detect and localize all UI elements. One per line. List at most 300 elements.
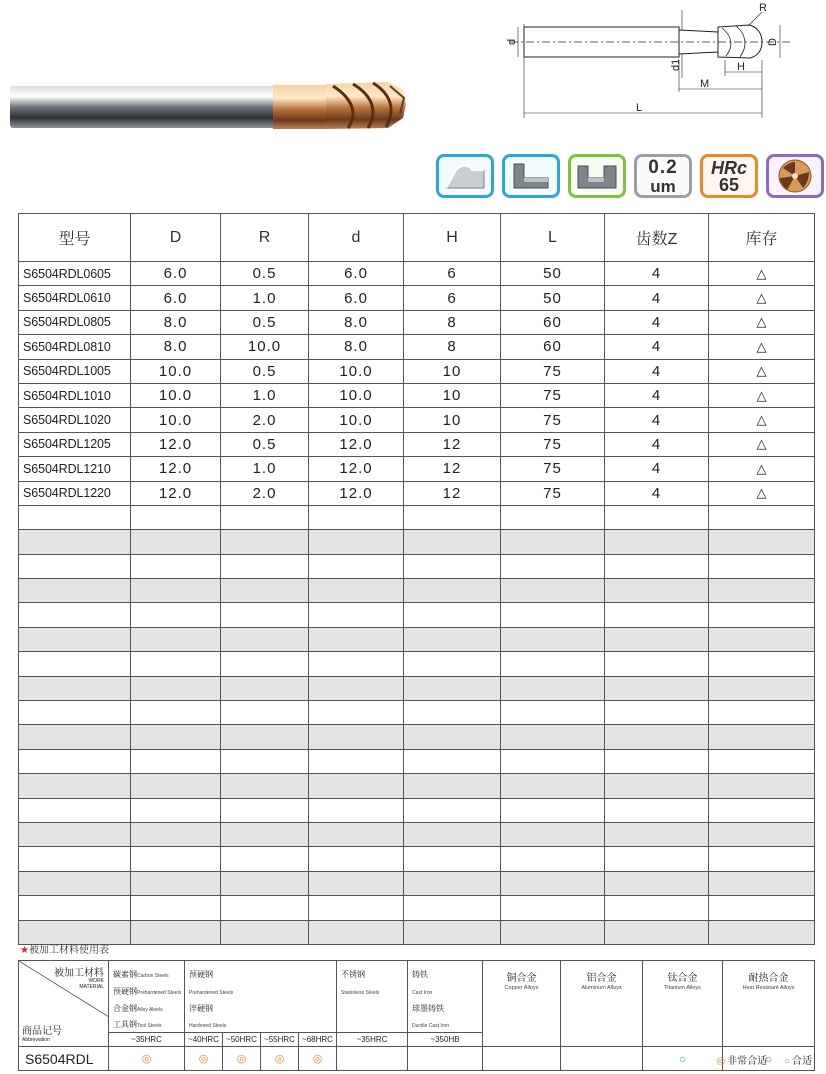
cell-stock: △ <box>709 262 815 286</box>
carbon-3-cn: 工具钢 <box>113 1020 137 1030</box>
empty-table-row <box>19 774 815 798</box>
material-suitability-row <box>19 1047 815 1071</box>
empty-cell <box>709 652 815 676</box>
empty-cell <box>501 627 605 651</box>
empty-cell <box>19 774 131 798</box>
cell-H: 8 <box>404 310 501 334</box>
roughness-value: 0.2 <box>648 156 678 178</box>
cell-flutes: 4 <box>605 335 709 359</box>
feature-icons <box>436 154 824 198</box>
empty-cell <box>501 652 605 676</box>
cast-1-en: Ductile Cast Iron <box>412 1023 449 1030</box>
empty-cell <box>221 627 309 651</box>
header-D: D <box>131 214 221 262</box>
copper-en: Copper Alloys <box>504 985 539 991</box>
cell-d: 10.0 <box>309 408 404 432</box>
empty-table-row <box>19 749 815 773</box>
empty-cell <box>501 603 605 627</box>
empty-cell <box>709 579 815 603</box>
copper-cn: 铜合金 <box>506 973 537 984</box>
cell-d: 6.0 <box>309 262 404 286</box>
cell-flutes: 4 <box>605 310 709 334</box>
empty-table-row <box>19 701 815 725</box>
cell-model: S6504RDL0805 <box>19 310 131 334</box>
cell-d: 8.0 <box>309 310 404 334</box>
empty-cell <box>309 505 404 529</box>
titanium-alloy-cell <box>643 961 723 1047</box>
empty-cell <box>131 530 221 554</box>
empty-cell <box>131 603 221 627</box>
slot-milling-icon <box>568 154 626 198</box>
cell-R: 0.5 <box>221 310 309 334</box>
table-row <box>19 359 815 383</box>
table-row <box>19 383 815 407</box>
empty-table-row <box>19 725 815 749</box>
table-row <box>19 286 815 310</box>
empty-cell <box>19 652 131 676</box>
heat-cn: 耐热合金 <box>748 973 789 984</box>
empty-cell <box>309 920 404 944</box>
hardness-value: 65 <box>718 174 739 195</box>
empty-cell <box>19 701 131 725</box>
empty-table-row <box>19 554 815 578</box>
empty-cell <box>501 896 605 920</box>
empty-cell <box>131 920 221 944</box>
cell-stock: △ <box>709 335 815 359</box>
suitable-mark: ○ <box>783 1056 790 1067</box>
empty-cell <box>605 652 709 676</box>
header-d: d <box>309 214 404 262</box>
cell-flutes: 4 <box>605 408 709 432</box>
empty-table-row <box>19 676 815 700</box>
cast-1-cn: 球墨铸铁 <box>412 1003 445 1013</box>
empty-cell <box>131 896 221 920</box>
cell-flutes: 4 <box>605 457 709 481</box>
empty-cell <box>309 774 404 798</box>
empty-cell <box>309 822 404 846</box>
hardness-range-5: ~35HRC <box>337 1033 408 1047</box>
empty-cell <box>709 798 815 822</box>
empty-cell <box>605 627 709 651</box>
spec-header-row <box>19 214 815 262</box>
cell-H: 12 <box>404 481 501 505</box>
cell-L: 50 <box>501 262 605 286</box>
hardness-range-3: ~55HRC <box>261 1033 299 1047</box>
cell-H: 8 <box>404 335 501 359</box>
empty-cell <box>19 603 131 627</box>
star-icon: ★ <box>20 945 29 956</box>
label-H: H <box>737 61 745 73</box>
empty-cell <box>709 774 815 798</box>
prehard-0-en: Prehardened Steels <box>189 989 234 996</box>
cell-d: 8.0 <box>309 335 404 359</box>
label-d: d <box>506 38 518 45</box>
cell-model: S6504RDL1010 <box>19 383 131 407</box>
cell-H: 10 <box>404 408 501 432</box>
empty-table-row <box>19 505 815 529</box>
empty-cell <box>19 554 131 578</box>
cell-D: 12.0 <box>131 457 221 481</box>
empty-cell <box>221 798 309 822</box>
empty-cell <box>501 701 605 725</box>
empty-cell <box>221 579 309 603</box>
empty-cell <box>19 871 131 895</box>
empty-cell <box>131 505 221 529</box>
empty-table-row <box>19 530 815 554</box>
empty-table-row <box>19 627 815 651</box>
hardness-range-2: ~50HRC <box>223 1033 261 1047</box>
empty-cell <box>19 676 131 700</box>
cell-flutes: 4 <box>605 481 709 505</box>
empty-cell <box>404 871 501 895</box>
empty-table-row <box>19 603 815 627</box>
empty-cell <box>605 530 709 554</box>
empty-cell <box>404 896 501 920</box>
suitability-mark-10: ○ <box>723 1047 815 1071</box>
empty-cell <box>19 749 131 773</box>
carbon-0-cn: 碳素钢 <box>113 970 137 979</box>
coating-icon <box>766 154 824 198</box>
hardness-range-4: ~68HRC <box>299 1033 337 1047</box>
empty-cell <box>309 701 404 725</box>
empty-cell <box>19 822 131 846</box>
empty-cell <box>221 603 309 627</box>
empty-cell <box>221 774 309 798</box>
empty-cell <box>501 505 605 529</box>
cell-D: 10.0 <box>131 408 221 432</box>
empty-cell <box>605 774 709 798</box>
material-title-text: 被加工材料使用表 <box>28 945 109 956</box>
cast-iron-cell <box>408 961 483 1033</box>
cell-stock: △ <box>709 481 815 505</box>
cell-L: 60 <box>501 310 605 334</box>
work-material-cn: 被加工材料 <box>54 968 104 979</box>
cell-d: 12.0 <box>309 481 404 505</box>
empty-cell <box>605 505 709 529</box>
cell-d: 6.0 <box>309 286 404 310</box>
empty-cell <box>19 505 131 529</box>
empty-cell <box>709 530 815 554</box>
empty-cell <box>19 627 131 651</box>
cell-flutes: 4 <box>605 432 709 456</box>
empty-cell <box>501 554 605 578</box>
cell-D: 10.0 <box>131 383 221 407</box>
suitability-mark-1: ◎ <box>185 1047 223 1071</box>
cell-model: S6504RDL1005 <box>19 359 131 383</box>
empty-cell <box>404 798 501 822</box>
material-table <box>18 960 815 1071</box>
cell-L: 60 <box>501 335 605 359</box>
suitable-label: 合适 <box>792 1056 812 1067</box>
empty-cell <box>605 847 709 871</box>
empty-cell <box>709 701 815 725</box>
abbreviation-cn: 商品记号 <box>22 1026 62 1038</box>
carbon-steel-cell <box>109 961 185 1033</box>
prehardened-steel-cell <box>185 961 337 1033</box>
empty-cell <box>605 798 709 822</box>
table-row <box>19 335 815 359</box>
empty-table-row <box>19 798 815 822</box>
empty-cell <box>709 603 815 627</box>
empty-cell <box>221 871 309 895</box>
cell-model: S6504RDL1205 <box>19 432 131 456</box>
empty-cell <box>404 627 501 651</box>
roughness-unit: um <box>650 176 676 196</box>
empty-cell <box>501 847 605 871</box>
cell-d: 10.0 <box>309 383 404 407</box>
cell-H: 10 <box>404 359 501 383</box>
table-row <box>19 310 815 334</box>
cell-stock: △ <box>709 359 815 383</box>
empty-cell <box>501 920 605 944</box>
abbreviation-en: Abbreviation <box>22 1037 50 1044</box>
cast-0-cn: 铸铁 <box>412 970 429 979</box>
empty-cell <box>501 530 605 554</box>
header-H: H <box>404 214 501 262</box>
cell-L: 50 <box>501 286 605 310</box>
prehard-0-cn: 预硬钢 <box>189 970 213 979</box>
cell-H: 12 <box>404 432 501 456</box>
cell-flutes: 4 <box>605 359 709 383</box>
cell-stock: △ <box>709 432 815 456</box>
cell-D: 12.0 <box>131 481 221 505</box>
roughness-icon <box>634 154 692 198</box>
cell-d: 10.0 <box>309 359 404 383</box>
cell-L: 75 <box>501 457 605 481</box>
titanium-en: Titanium Alloys <box>664 985 701 991</box>
dimension-drawing <box>500 0 800 122</box>
label-M: M <box>700 78 710 90</box>
titanium-cn: 钛合金 <box>667 973 698 984</box>
suitability-mark-0: ◎ <box>109 1047 185 1071</box>
empty-cell <box>19 579 131 603</box>
empty-cell <box>309 652 404 676</box>
spec-table <box>18 213 815 945</box>
cell-H: 10 <box>404 383 501 407</box>
header-L: L <box>501 214 605 262</box>
cell-model: S6504RDL0610 <box>19 286 131 310</box>
empty-cell <box>131 749 221 773</box>
carbon-3-en: Tool Steels <box>137 1023 162 1030</box>
empty-cell <box>131 652 221 676</box>
empty-cell <box>709 871 815 895</box>
empty-cell <box>605 701 709 725</box>
suitability-mark-9: ○ <box>643 1047 723 1071</box>
header-stock: 库存 <box>709 214 815 262</box>
empty-cell <box>501 579 605 603</box>
empty-cell <box>221 652 309 676</box>
empty-cell <box>404 701 501 725</box>
empty-cell <box>404 847 501 871</box>
table-row <box>19 457 815 481</box>
carbon-1-cn: 预硬钢 <box>113 986 137 996</box>
cell-H: 6 <box>404 286 501 310</box>
aluminum-alloy-cell <box>561 961 643 1047</box>
suitability-mark-7 <box>483 1047 561 1071</box>
empty-cell <box>605 920 709 944</box>
empty-cell <box>605 871 709 895</box>
cell-model: S6504RDL1020 <box>19 408 131 432</box>
empty-table-row <box>19 652 815 676</box>
empty-cell <box>709 554 815 578</box>
empty-cell <box>131 725 221 749</box>
empty-table-row <box>19 579 815 603</box>
empty-cell <box>501 798 605 822</box>
empty-cell <box>404 505 501 529</box>
cast-0-en: Cast Iron <box>412 989 433 996</box>
empty-cell <box>131 798 221 822</box>
empty-cell <box>309 749 404 773</box>
empty-cell <box>709 896 815 920</box>
cell-model: S6504RDL1210 <box>19 457 131 481</box>
empty-cell <box>709 847 815 871</box>
cell-L: 75 <box>501 383 605 407</box>
empty-cell <box>309 530 404 554</box>
cell-stock: △ <box>709 408 815 432</box>
cell-R: 0.5 <box>221 359 309 383</box>
table-row <box>19 262 815 286</box>
header-model: 型号 <box>19 214 131 262</box>
empty-cell <box>131 701 221 725</box>
cell-R: 2.0 <box>221 481 309 505</box>
cell-L: 75 <box>501 359 605 383</box>
header-R: R <box>221 214 309 262</box>
table-row <box>19 481 815 505</box>
empty-cell <box>501 676 605 700</box>
empty-cell <box>605 822 709 846</box>
empty-cell <box>501 725 605 749</box>
label-D: D <box>767 38 779 46</box>
table-row <box>19 432 815 456</box>
empty-cell <box>221 554 309 578</box>
stainless-en: Staninless Steels <box>341 989 380 996</box>
label-d1: d1 <box>670 58 682 71</box>
empty-cell <box>709 676 815 700</box>
aluminum-en: Aluminum Alloys <box>581 985 622 991</box>
prehard-1-cn: 淬硬钢 <box>189 1003 213 1013</box>
cell-model: S6504RDL0605 <box>19 262 131 286</box>
empty-cell <box>605 896 709 920</box>
empty-cell <box>605 579 709 603</box>
empty-cell <box>404 676 501 700</box>
cell-R: 1.0 <box>221 383 309 407</box>
empty-cell <box>19 530 131 554</box>
empty-cell <box>404 579 501 603</box>
empty-cell <box>221 701 309 725</box>
empty-cell <box>131 871 221 895</box>
label-L: L <box>636 102 643 114</box>
empty-cell <box>309 579 404 603</box>
empty-cell <box>309 871 404 895</box>
aluminum-cn: 铝合金 <box>586 973 617 984</box>
heat-en: Heat Resistant Alloys <box>742 985 795 991</box>
empty-cell <box>131 847 221 871</box>
cell-R: 1.0 <box>221 286 309 310</box>
empty-cell <box>709 749 815 773</box>
work-material-en2: MATERIAL <box>79 983 104 990</box>
cell-stock: △ <box>709 310 815 334</box>
carbon-2-en: Alloy Aleels <box>137 1006 163 1013</box>
cell-D: 12.0 <box>131 432 221 456</box>
suitability-mark-6 <box>408 1047 483 1071</box>
empty-cell <box>404 603 501 627</box>
empty-cell <box>709 725 815 749</box>
empty-cell <box>19 847 131 871</box>
hardness-range-1: ~40HRC <box>185 1033 223 1047</box>
empty-cell <box>404 920 501 944</box>
hardness-label: HRc <box>710 157 747 178</box>
empty-cell <box>404 652 501 676</box>
suitability-mark-4: ◎ <box>299 1047 337 1071</box>
header-flutes: 齿数Z <box>605 214 709 262</box>
empty-cell <box>605 749 709 773</box>
carbon-0-en: Carbon Steels <box>137 973 169 979</box>
suitability-mark-3: ◎ <box>261 1047 299 1071</box>
cell-R: 0.5 <box>221 262 309 286</box>
cell-flutes: 4 <box>605 383 709 407</box>
empty-cell <box>309 676 404 700</box>
cell-R: 2.0 <box>221 408 309 432</box>
empty-table-row <box>19 920 815 944</box>
end-mill-photo <box>8 74 408 136</box>
cell-D: 8.0 <box>131 310 221 334</box>
cell-flutes: 4 <box>605 262 709 286</box>
copper-alloy-cell <box>483 961 561 1047</box>
empty-cell <box>131 554 221 578</box>
cell-H: 6 <box>404 262 501 286</box>
suitability-mark-2: ◎ <box>223 1047 261 1071</box>
empty-cell <box>221 725 309 749</box>
empty-cell <box>221 530 309 554</box>
empty-cell <box>605 676 709 700</box>
cell-R: 0.5 <box>221 432 309 456</box>
empty-cell <box>309 798 404 822</box>
empty-table-row <box>19 822 815 846</box>
hardness-range-0: ~35HRC <box>109 1033 185 1047</box>
cell-L: 75 <box>501 408 605 432</box>
cell-D: 6.0 <box>131 262 221 286</box>
empty-cell <box>19 896 131 920</box>
product-code: S6504RDL <box>19 1047 109 1071</box>
cell-L: 75 <box>501 481 605 505</box>
empty-cell <box>131 822 221 846</box>
empty-cell <box>404 554 501 578</box>
prehard-1-en: Hardened Steels <box>189 1023 227 1030</box>
work-material-en1: WORK <box>88 978 104 984</box>
cell-flutes: 4 <box>605 286 709 310</box>
empty-cell <box>221 822 309 846</box>
empty-cell <box>501 774 605 798</box>
carbon-1-en: Prehardened Steels <box>137 989 182 996</box>
empty-cell <box>605 725 709 749</box>
stainless-cn: 不锈钢 <box>341 970 366 979</box>
empty-cell <box>404 822 501 846</box>
empty-cell <box>221 920 309 944</box>
empty-table-row <box>19 896 815 920</box>
empty-cell <box>404 749 501 773</box>
corner-cell <box>19 961 109 1047</box>
suitability-mark-5 <box>337 1047 408 1071</box>
carbon-2-cn: 合金钢 <box>113 1003 137 1013</box>
empty-cell <box>309 725 404 749</box>
cell-L: 75 <box>501 432 605 456</box>
empty-cell <box>709 505 815 529</box>
legend <box>716 1052 812 1067</box>
material-table-title <box>20 941 109 956</box>
empty-cell <box>131 676 221 700</box>
hardness-range-6: ~350HB <box>408 1033 483 1047</box>
empty-cell <box>709 627 815 651</box>
